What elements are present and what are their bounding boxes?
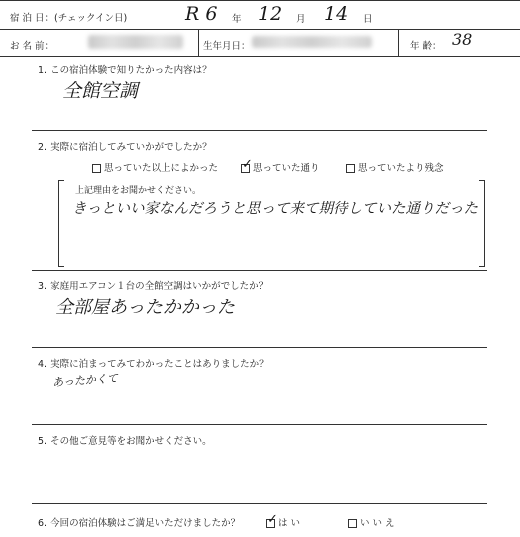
q2-option-3-checkbox[interactable] — [346, 164, 355, 173]
reason-bracket-right — [479, 180, 485, 267]
month-unit: 月 — [296, 14, 306, 25]
age-value: 38 — [452, 30, 473, 49]
q6-yes-check-mark: ✓ — [267, 512, 278, 527]
question-2-number: 2. — [38, 142, 48, 153]
section-3-rule — [32, 347, 487, 348]
header-top-rule — [0, 0, 520, 1]
question-4-number: 4. — [38, 359, 48, 370]
question-4-text: 実際に泊まってみてわかったことはありましたか？ — [50, 359, 269, 370]
question-3 — [38, 278, 268, 292]
question-6-number: 6. — [38, 518, 48, 529]
header-bottom-rule — [0, 56, 520, 57]
answer-4: あったかくて — [51, 371, 119, 390]
name-divider — [198, 30, 199, 56]
name-redacted — [88, 35, 183, 49]
question-5-text: その他ご意見等をお聞かせください。 — [50, 436, 212, 447]
question-5 — [38, 433, 212, 447]
question-6-text: 今回の宿泊体験はご満足いただけましたか？ — [50, 518, 241, 529]
birth-label: 生年月日： — [203, 41, 251, 52]
q2-option-1-label: 思っていた以上によかった — [104, 163, 219, 174]
q6-yes-label: は い — [278, 518, 301, 529]
birthdate-redacted — [252, 36, 372, 48]
name-label: お 名 前： — [10, 41, 55, 52]
birth-divider — [398, 30, 399, 56]
reason-bracket-left — [58, 180, 64, 267]
q2-option-3[interactable] — [346, 160, 444, 174]
question-1-text: この宿泊体験で知りたかった内容は？ — [50, 65, 212, 76]
answer-3: 全部屋あったかかった — [55, 297, 235, 318]
question-1-number: 1. — [38, 65, 48, 76]
stay-day-value: 14 — [324, 3, 349, 25]
question-2 — [38, 139, 212, 153]
section-4-rule — [32, 424, 487, 425]
header-mid-rule — [0, 29, 520, 30]
q6-no-checkbox[interactable] — [348, 519, 357, 528]
q2-reason-label: 上記理由をお聞かせください。 — [75, 186, 202, 196]
section-1-rule — [32, 130, 487, 131]
q6-no-label: い い え — [360, 518, 395, 529]
section-2-rule — [32, 270, 487, 271]
question-3-number: 3. — [38, 281, 48, 292]
q2-option-2[interactable] — [241, 157, 320, 174]
age-label: 年 齢： — [410, 41, 442, 52]
answer-1: 全館空調 — [62, 80, 139, 102]
question-2-text: 実際に宿泊してみていかがでしたか？ — [50, 142, 212, 153]
question-5-number: 5. — [38, 436, 48, 447]
q2-option-2-label: 思っていた通り — [253, 163, 320, 174]
q6-option-no[interactable] — [348, 515, 395, 529]
stay-date-label: 宿 泊 日：(チェックイン日) — [10, 13, 128, 24]
question-6 — [38, 515, 240, 529]
q2-option-1[interactable] — [92, 160, 218, 174]
question-1 — [38, 62, 212, 76]
stay-month-value: 12 — [258, 3, 283, 25]
q2-option-2-checkbox[interactable] — [241, 157, 253, 173]
section-5-rule — [32, 503, 487, 504]
q2-option-3-label: 思っていたより残念 — [358, 163, 444, 174]
q2-option-1-checkbox[interactable] — [92, 164, 101, 173]
q2-reason-answer: きっといい家なんだろうと思って来て期待していた通りだった — [72, 201, 478, 217]
question-4 — [38, 356, 269, 370]
q6-option-yes[interactable] — [266, 512, 301, 529]
q6-yes-checkbox[interactable] — [266, 512, 278, 528]
year-unit: 年 — [232, 14, 242, 25]
day-unit: 日 — [363, 14, 373, 25]
stay-era-value: R 6 — [185, 3, 218, 25]
question-3-text: 家庭用エアコン１台の全館空調はいかがでしたか？ — [50, 281, 269, 292]
q2-option-2-check-mark: ✓ — [242, 157, 253, 172]
